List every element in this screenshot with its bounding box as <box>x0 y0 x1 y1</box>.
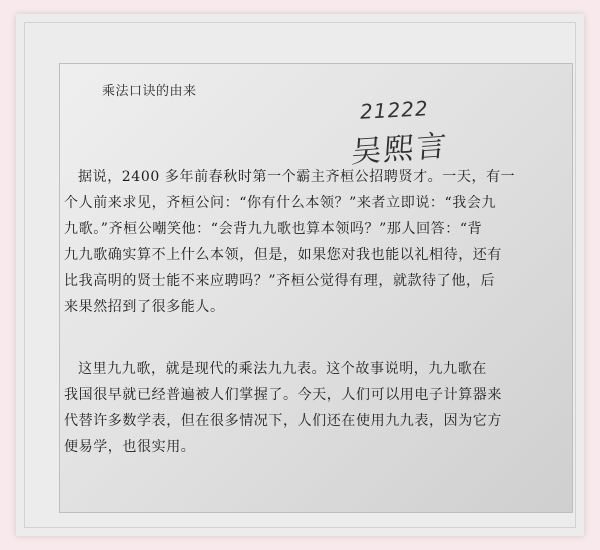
photo-frame <box>16 14 584 536</box>
paragraph-line: 代替许多数学表，但在很多情况下，人们还在使用九九表，因为它方 <box>64 413 502 429</box>
paragraph-line: 个人前来求见，齐桓公问：“你有什么本领？”来者立即说：“我会九 <box>64 195 497 211</box>
paragraph-line: 这里九九歌，就是现代的乘法九九表。这个故事说明，九九歌在 <box>78 361 487 377</box>
paragraph-line: 九九歌确实算不上什么本领，但是，如果您对我也能以礼相待，还有 <box>64 247 502 263</box>
paragraph-1 <box>64 164 560 320</box>
document-title: 乘法口诀的由来 <box>102 84 197 99</box>
paragraph-line: 我国很早就已经普遍被人们掌握了。今天，人们可以用电子计算器来 <box>64 387 502 403</box>
paragraph-line: 来果然招到了很多能人。 <box>64 299 225 315</box>
paragraph-line: 便易学，也很实用。 <box>64 439 196 455</box>
document-photo <box>60 64 572 512</box>
paragraph-line: 九歌。”齐桓公嘲笑他：“会背九九歌也算本领吗？”那人回答：“背 <box>64 221 483 237</box>
paragraph-line: 据说，2400 多年前春秋时第一个霸主齐桓公招聘贤才。一天，有一 <box>78 169 516 185</box>
paragraph-line: 比我高明的贤士能不来应聘吗？”齐桓公觉得有理，就款待了他，后 <box>64 273 496 289</box>
handwritten-date: 21222 <box>359 96 430 124</box>
paragraph-2 <box>64 356 560 460</box>
handwritten-note <box>350 96 452 171</box>
handwritten-name: 吴熙言 <box>350 128 450 171</box>
